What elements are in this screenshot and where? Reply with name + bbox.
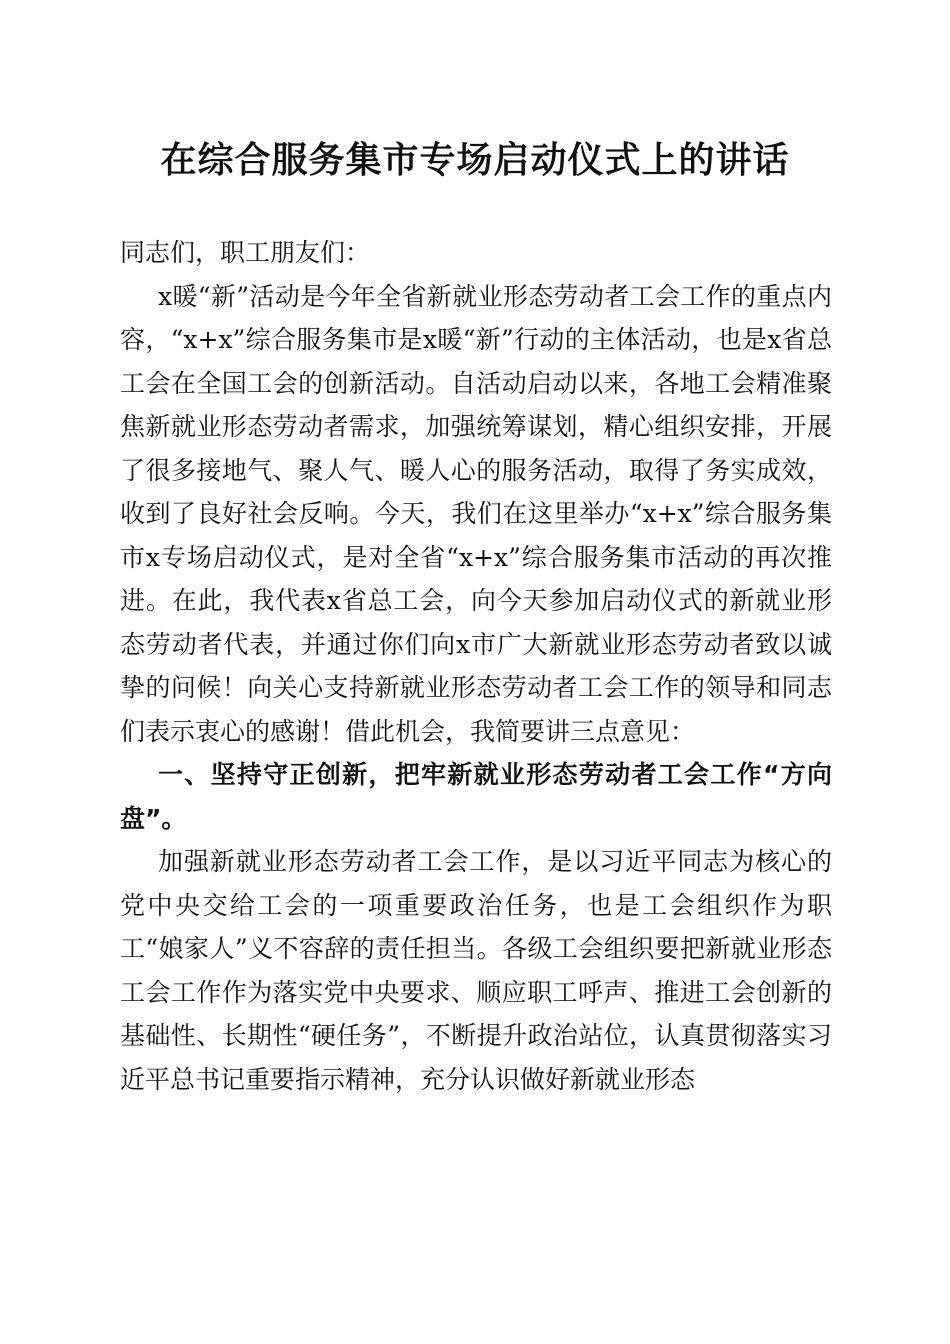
document-body (120, 231, 832, 1101)
salutation: 同志们，职工朋友们： (120, 238, 371, 267)
paragraph-1: x暖“新”活动是今年全省新就业形态劳动者工会工作的重点内容，“x+x”综合服务集市是x暖“新”行动的主体活动，也是x省总工会在全国工会的创新活动。自活动启动以来，各地工会精准聚焦新就业形态劳动者需求，加强统筹谋划，精心组织安排，开展了很多接地气、聚人气、暖人心的服务活动，取得了务实成效，收到了良好社会反响。今天，我们在这里举办“x+x”综合服务集市x专场启动仪式，是对全省“x+x”综合服务集市活动的再次推进。在此，我代表x省总工会，向今天参加启动仪式的新就业形态劳动者代表，并通过你们向x市广大新就业形态劳动者致以诚挚的问候！向关心支持新就业形态劳动者工会工作的领导和同志们表示衷心的感谢！借此机会，我简要讲三点意见： (120, 281, 832, 746)
section-heading-1: 一、坚持守正创新，把牢新就业形态劳动者工会工作“方向盘”。 (120, 760, 832, 833)
document-title: 在综合服务集市专场启动仪式上的讲话 (160, 139, 790, 181)
paragraph-2: 加强新就业形态劳动者工会工作，是以习近平同志为核心的党中央交给工会的一项重要政治任务，也是工会组织作为职工“娘家人”义不容辞的责任担当。各级工会组织要把新就业形态工会工作作为落实党中央要求、顺应职工呼声、推进工会创新的基础性、长期性“硬任务”，不断提升政治站位，认真贯彻落实习近平总书记重要指示精神，充分认识做好新就业形态 (120, 847, 832, 1094)
